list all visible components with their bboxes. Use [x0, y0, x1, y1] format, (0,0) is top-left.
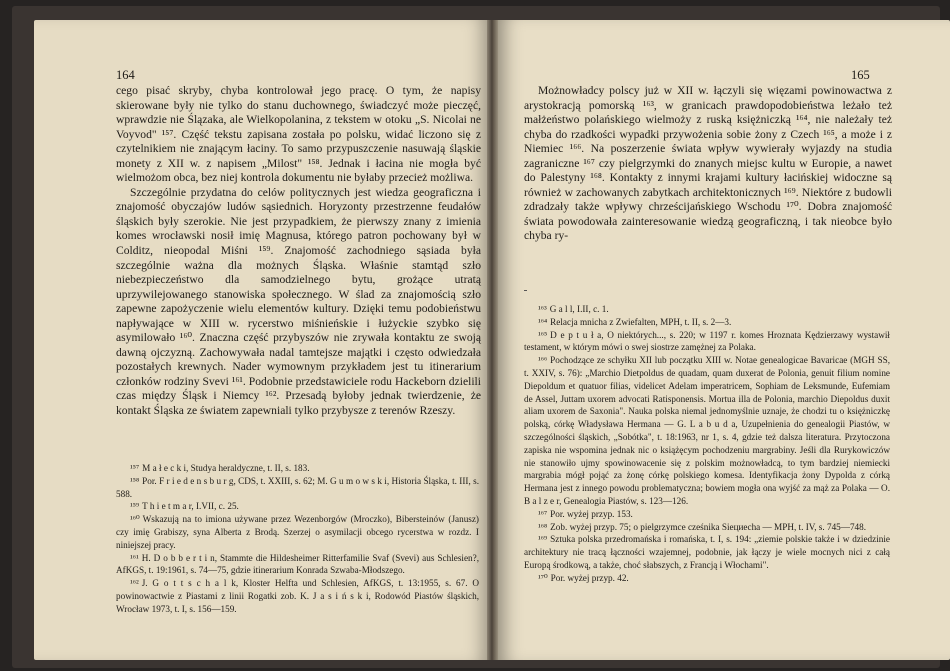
footnotes — [116, 462, 479, 616]
footnote — [524, 316, 890, 329]
footnote — [524, 303, 890, 316]
footnote-text: G a l l, I.II, c. 1. — [549, 304, 609, 314]
footnote — [116, 475, 479, 501]
footnote-text: Por. wyżej przyp. 42. — [550, 572, 629, 583]
footnote — [524, 354, 890, 508]
footnote — [116, 513, 479, 551]
open-book — [12, 6, 940, 668]
footnote — [524, 508, 890, 521]
paragraph: Szczególnie przydatna do celów politycznych jest wiedza geograficzna i znajomość obyczajów ludów sąsiednich. Horyzonty przestrzenne feudałów śląskich były szerokie. Nie jest przypadkiem, że pierwszy znany z imienia komes wrocławski nosił imię Magnusa, którego patron pochowany był w Colditz, nieopodal Miśni ¹⁵⁹. Znajomość zachodniego sąsiada była szczególnie ważna dla możnych Śląska. Właśnie stamtąd szło niebezpieczeństwo dla samodzielnego bytu, grożące utratą uprzywilejowanego stanowiska społecznego. W ślad za znajomością szło zapewne zapożyczenie wielu elementów kultury. Dzięki temu podobieństwu napływające w XIII w. rycerstwo miśnieńskie i łużyckie szybko się asymilowało ¹⁶⁰. Znaczna część przybyszów nie zrywała kontaktu ze swoją dawną ojczyzną. Zachowywała nadal tamtejsze majątki i często odwiedzała pozostałych krewnych. Nader wymownym przykładem jest tu itinerarium członków rodziny Svevi ¹⁶¹. Podobnie przedstawiciele rodu Hackeborn dzielili czas między Śląsk i Niemcy ¹⁶². Przesadą byłoby jednak twierdzenie, że kontakt Śląska ze światem zapewniali tylko przybysze z terenów Rzeszy. — [116, 185, 481, 418]
footnote-text: Sztuka polska przedromańska i romańska, t. I, s. 194: „ziemie polskie także i w dziedzinie architektury nie tracą łączności wzajemnej, podobnie, jak łączy je wiele mocnych nici z całą Europą środkową, a także, choć słabszych, z Francją i Włochami". — [524, 534, 890, 570]
footnote-text: D e p t u ł a, O niektórych..., s. 220; w 1197 r. komes Hroznata Kędzierzawy wystawił testament, w którym mówi o swej siostrze zamężnej za Polaka. — [524, 329, 890, 353]
footnote-number: ¹⁶⁸ — [538, 521, 548, 532]
left-page — [34, 20, 487, 660]
paragraph: cego pisać skryby, chyba kontrolował jego pracę. O tym, że napisy skierowane były nie tylko do stanu duchownego, świadczyć może pieczęć, wprawdzie nie Ślązaka, ale Wielkopolanina, z tekstem w otoku „S. Nicolai ne Voyvod" ¹⁵⁷. Część tekstu zapisana została po polsku, widać liczono się z czytelnikiem nie znającym łaciny. To samo przypuszczenie nasuwają śląskie monety z XII w. z napisem „Milost" ¹⁵⁸. Jednak i łacina nie mogła być wielmożom obca, bez niej kontrola dokumentu nie byłaby przecież możliwa. — [116, 84, 481, 185]
footnote-number: ¹⁶⁶ — [538, 355, 548, 366]
footnotes — [524, 303, 890, 585]
right-page — [498, 20, 950, 660]
footnote — [116, 500, 479, 513]
footnote-number: ¹⁶⁹ — [538, 534, 548, 545]
footnote-number: ¹⁶² — [130, 578, 139, 589]
paragraph: Możnowładcy polscy już w XII w. łączyli się więzami powinowactwa z arystokracją pomorską ¹⁶³, w granicach prawdopodobieństwa leżało też małżeństwo polańskiego wielmoży z ruską księżniczką ¹⁶⁴, nie należały też chyba do rzadkości wypadki przywożenia sobie żony z Czech ¹⁶⁵, a może i z Niemiec ¹⁶⁶. Na poszerzenie świata wpływ wywierały wyjazdy na studia zagraniczne ¹⁶⁷ czy pielgrzymki do znanych miejsc kultu w Europie, a nawet do Palestyny ¹⁶⁸. Kontakty z innymi krajami kultury łacińskiej widoczne są również w zachowanych zabytkach architektonicznych ¹⁶⁹. Niektóre z budowli zdradzały także wpływy chrześcijańskiego Wschodu ¹⁷⁰. Dobra znajomość świata powodowała zainteresowanie wiedzą geograficzną, i tak nieobce było chyba ry- — [524, 84, 892, 243]
footnote — [116, 552, 479, 578]
footnote-text: Pochodzące ze schyłku XII lub początku XIII w. Notae genealogicae Bavaricae (MGH SS, t. XXIV, s. 76): „Marchio Dietpoldus de quadam, quam duxerat de Polonia, genuit filium nomine Diepoldum et quatuor filias, videlicet Adelam imperatricem, Sophiam de Leksmunde, Eufemiam de Assel, Juttam uxorem advocati Ratisponensis. Mortua illa de Polonia, marchio Diepoldus duxit aliam uxorem de Saxonia". Nauka polska niemal jednomyślnie uznaje, że chodzi tu o księżniczkę polską, córkę Władysława Hermana — G. L a b u d a, Uzupełnienia do genealogii Piastów, w szczególności śląskich, „Sobótka", t. 18:1963, nr 1, s. 4, gdzie też dalsza literatura. Przytoczona zapiska nie wspomina jednak nic o książęcym pochodzeniu margrabiny. Jeśli dla Rurykowiczów nie stanowiło ujmy spowinowacenie się z polskim możnowładcą, to tym bardziej niemiecki margrabia mógł pojąć za żonę córkę polskiego komesa. Identyfikacja żony Dypolda z córką Hermana jest z innego powodu problematyczna; bowiem mogła ona wyjść za mąż za Polaka — O. B a l z e r, Genealogia Piastów, s. 123—126. — [524, 355, 890, 506]
footnote — [524, 533, 890, 571]
footnote-text: Por. F r i e d e n s b u r g, CDS, t. XXIII, s. 62; M. G u m o w s k i, Historia Śląska, t. III, s. 588. — [116, 475, 479, 499]
footnote — [116, 577, 479, 615]
footnote-number: ¹⁶¹ — [130, 552, 139, 563]
page-number: 165 — [851, 68, 870, 82]
footnote-text: J. G o t t s c h a l k, Kloster Helfta und Schlesien, AfKGS, t. 13:1955, s. 67. O powinowactwie z Piastami z linii Rogatki zob. K. J a s i ń s k i, Rodowód Piastów śląskich, Wrocław 1973, t. I, s. 156—159. — [116, 578, 479, 614]
footnote-text: Por. wyżej przyp. 153. — [550, 508, 633, 519]
footnote-number: ¹⁶⁵ — [538, 329, 548, 340]
footnote-text: H. D o b b e r t i n, Stammte die Hildesheimer Ritterfamilie Svaf (Svevi) aus Schlesien?, AfKGS, t. 19:1961, s. 74—75, gdzie itinerarium Konrada Szwaba-Młodszego. — [116, 552, 479, 576]
footnote — [524, 572, 890, 585]
body-text — [116, 84, 481, 419]
footnote-number: ¹⁶⁰ — [130, 514, 140, 525]
footnote-text: T h i e t m a r, I.VII, c. 25. — [142, 501, 239, 512]
footnote-number: ¹⁶³ — [538, 304, 547, 314]
book-gutter — [487, 20, 498, 660]
footnote-number: ¹⁶⁴ — [538, 316, 548, 327]
footnote-text: M a ł e c k i, Studya heraldyczne, t. II, s. 183. — [142, 463, 310, 473]
footnote — [524, 521, 890, 534]
footnote-text: Relacja mnicha z Zwiefalten, MPH, t. II, s. 2—3. — [550, 316, 732, 327]
footnote-number: ¹⁵⁷ — [130, 463, 140, 473]
footnote-number: ¹⁷⁰ — [538, 572, 548, 583]
footnote-number: ¹⁵⁹ — [130, 501, 140, 512]
footnote — [524, 329, 890, 355]
body-text — [524, 84, 892, 244]
footnote-separator — [524, 290, 527, 291]
footnote — [116, 462, 479, 475]
footnote-number: ¹⁵⁸ — [130, 475, 140, 486]
footnote-text: Zob. wyżej przyp. 75; o pielgrzymce cześnika Siециеcha — MPH, t. IV, s. 745—748. — [550, 521, 867, 532]
footnote-text: Wskazują na to imiona używane przez Wezenborgów (Mroczko), Bibersteinów (Janusz) czy imię Grabiszy, syna Alberta z Brodą. Szerzej o asymilacji obcego rycerstwa w rozdz. I niniejszej pracy. — [116, 514, 479, 550]
footnote-number: ¹⁶⁷ — [538, 508, 548, 519]
page-number: 164 — [116, 68, 135, 82]
